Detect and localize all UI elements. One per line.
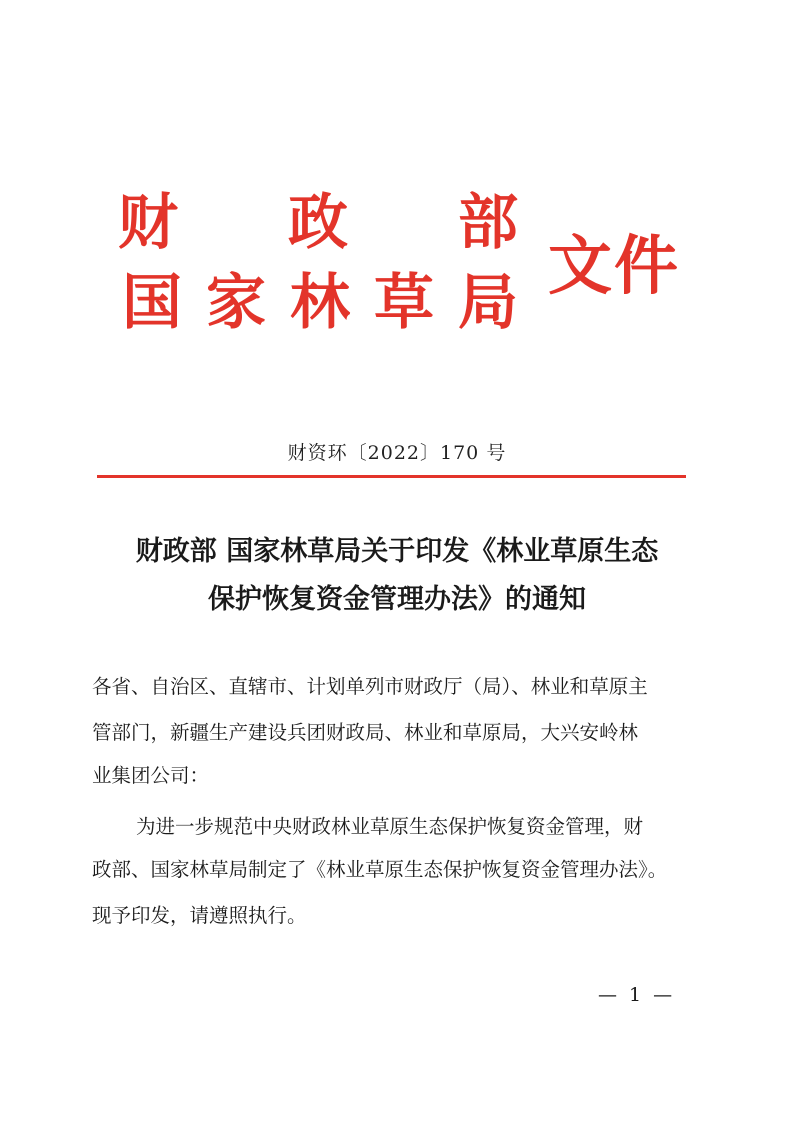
agency-char: 局 (458, 268, 518, 338)
agency-char: 家 (206, 268, 266, 338)
document-number: 财资环〔2022〕170 号 (287, 442, 507, 464)
page-number: — 1 — (598, 984, 676, 1006)
body-line: 现予印发，请遵照执行。 (92, 904, 307, 927)
agency-char: 草 (374, 268, 434, 338)
body-line: 政部、国家林草局制定了《林业草原生态保护恢复资金管理办法》。 (92, 858, 668, 881)
body-line: 管部门，新疆生产建设兵团财政局、林业和草原局，大兴安岭林 (92, 721, 639, 744)
body-line: 为进一步规范中央财政林业草原生态保护恢复资金管理，财 (136, 815, 644, 838)
agency-char: 部 (458, 188, 518, 258)
body-line: 业集团公司： (92, 764, 210, 787)
document-label: 文件 (548, 230, 680, 304)
agency-char: 财 (118, 188, 178, 258)
issuing-agency-ministry-of-finance (118, 188, 518, 258)
body-line: 各省、自治区、直辖市、计划单列市财政厅（局）、林业和草原主 (92, 675, 648, 698)
document-title-line-2: 保护恢复资金管理办法》的通知 (208, 584, 586, 615)
agency-char: 政 (288, 188, 348, 258)
red-divider-line (97, 475, 686, 478)
document-title-line-1: 财政部 国家林草局关于印发《林业草原生态 (135, 536, 659, 567)
issuing-agency-forestry-grassland (122, 268, 518, 338)
agency-char: 国 (122, 268, 182, 338)
agency-char: 林 (290, 268, 350, 338)
